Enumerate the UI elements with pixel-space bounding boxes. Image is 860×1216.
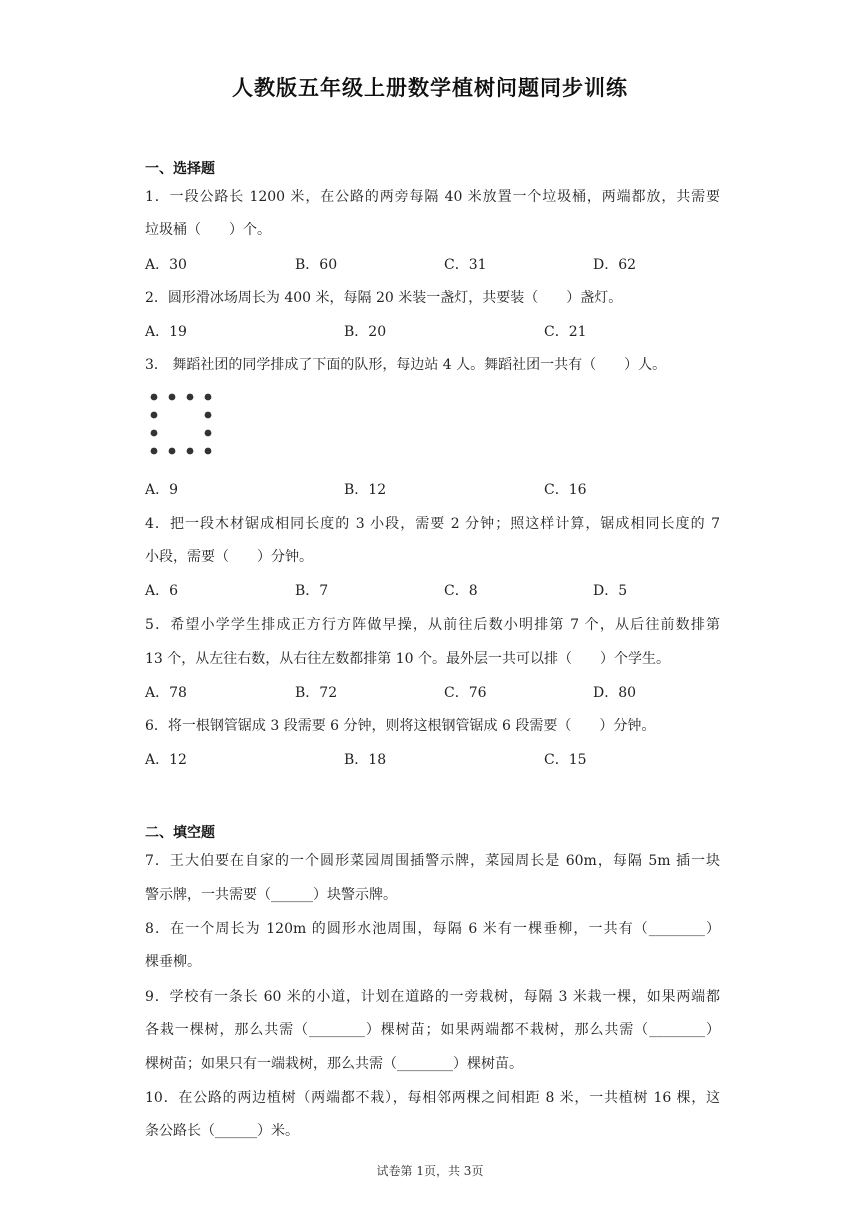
question-4-option-b: B．7 [295,583,329,599]
question-3-options [145,479,725,499]
question-4-option-a: A．6 [145,583,179,599]
question-2-options [145,321,725,341]
question-4-line-2: 小段，需要（ ）分钟。 [145,549,313,565]
question-5-line-1: 5．希望小学学生排成正方行方阵做早操，从前往后数小明排第 7 个，从后往前数排第 [145,617,720,633]
question-2-option-c: C．21 [544,324,587,340]
question-9-line-3: 棵树苗；如果只有一端栽树，那么共需（________）棵树苗。 [145,1056,523,1072]
question-10-line-1: 10．在公路的两边植树（两端都不栽），每相邻两棵之间相距 8 米，一共植树 16 棵，这 [145,1090,720,1106]
question-5-line-2: 13 个，从左往右数，从右往左数都排第 10 个。最外层一共可以排（ ）个学生。 [145,651,670,667]
question-4-options [145,580,725,600]
question-5-option-d: D．80 [593,685,637,701]
question-2-option-b: B．20 [344,324,387,340]
question-3-option-c: C．16 [544,482,587,498]
question-3-line-1: 3． 舞蹈社团的同学排成了下面的队形，每边站 4 人。舞蹈社团一共有（ ）人。 [145,357,667,373]
question-1-line-2: 垃圾桶（ ）个。 [145,222,271,238]
question-8-line-2: 棵垂柳。 [145,954,201,970]
question-4-option-c: C．8 [444,583,478,599]
question-1-options [145,254,725,274]
question-5-option-c: C．76 [444,685,487,701]
question-6-option-a: A．12 [145,752,187,768]
question-9-line-1: 9．学校有一条长 60 米的小道，计划在道路的一旁栽树，每隔 3 米栽一棵，如果两端都 [145,989,720,1005]
question-1-option-a: A．30 [145,257,187,273]
question-6-option-b: B．18 [344,752,387,768]
question-6-options [145,749,725,769]
question-3-option-a: A．9 [145,482,179,498]
question-1-option-d: D．62 [593,257,637,273]
section-heading-choice: 一、选择题 [145,161,215,177]
question-1-option-b: B．60 [295,257,338,273]
question-1-line-1: 1．一段公路长 1200 米，在公路的两旁每隔 40 米放置一个垃圾桶，两端都放，共需要 [145,189,720,205]
question-1-option-c: C．31 [444,257,487,273]
question-2-line-1: 2．圆形滑冰场周长为 400 米，每隔 20 米装一盏灯，共要装（ ）盏灯。 [145,290,623,306]
question-4-option-d: D．5 [593,583,628,599]
section-heading-fill: 二、填空题 [145,825,215,841]
question-2-option-a: A．19 [145,324,187,340]
question-6-line-1: 6．将一根钢管锯成 3 段需要 6 分钟，则将这根钢管锯成 6 段需要（ ）分钟。 [145,718,656,734]
square-formation-dots-figure [146,390,218,460]
question-10-line-2: 条公路长（______）米。 [145,1123,299,1139]
question-5-options [145,682,725,702]
question-4-line-1: 4．把一段木材锯成相同长度的 3 小段，需要 2 分钟；照这样计算，锯成相同长度的 7 [145,516,720,532]
question-5-option-a: A．78 [145,685,187,701]
question-7-line-1: 7．王大伯要在自家的一个圆形菜园周围插警示牌，菜园周长是 60m，每隔 5m 插一块 [145,853,720,869]
question-6-option-c: C．15 [544,752,587,768]
page-title: 人教版五年级上册数学植树问题同步训练 [232,76,628,100]
question-8-line-1: 8．在一个周长为 120m 的圆形水池周围，每隔 6 米有一棵垂柳，一共有（________） [145,921,720,937]
question-5-option-b: B．72 [295,685,338,701]
page-footer: 试卷第 1页，共 3页 [376,1164,484,1178]
question-3-option-b: B．12 [344,482,387,498]
question-9-line-2: 各栽一棵树，那么共需（________）棵树苗；如果两端都不栽树，那么共需（________） [145,1022,720,1038]
question-7-line-2: 警示牌，一共需要（______）块警示牌。 [145,887,397,903]
